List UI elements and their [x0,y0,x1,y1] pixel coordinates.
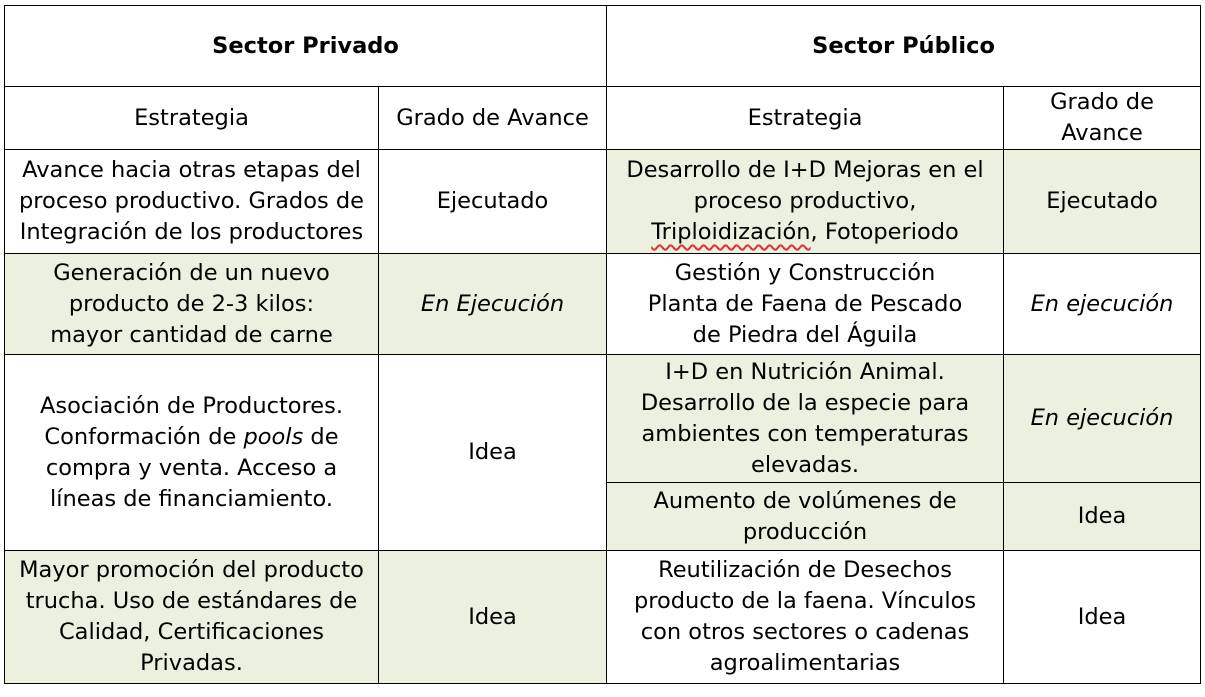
public-strategy-header: Estrategia [607,87,1004,150]
table-row [5,551,1201,684]
private-progress-cell: Ejecutado [379,150,607,254]
cell-line: trucha. Uso de estándares de [25,588,358,614]
cell-line: Integración de los productores [19,219,364,245]
public-strategy-cell [607,254,1004,355]
cell-line: Gestión y Construcción [674,259,936,286]
cell-line: Avance hacia otras etapas del [22,157,361,183]
public-strategy-cell [607,355,1004,483]
cell-line: Privadas. [140,650,243,676]
public-progress-cell: Idea [1004,551,1201,684]
cell-line: Generación de un nuevo [53,259,330,286]
cell-text: de [303,423,339,450]
table-row [5,254,1201,355]
public-progress-header-line: Avance [1061,120,1143,146]
cell-line: líneas de financiamiento. [49,485,334,512]
public-progress-cell: Ejecutado [1004,150,1201,254]
cell-line: compra y venta. Acceso a [45,454,338,481]
cell-line: producto de 2-3 kilos: [68,290,315,317]
cell-line: ambientes con temperaturas [641,420,969,447]
cell-line [613,217,997,248]
private-progress-cell: Idea [379,355,607,551]
spellcheck-flagged-word: Triploidización [651,219,811,245]
public-strategy-cell [607,483,1004,551]
public-sector-header: Sector Público [607,6,1201,87]
public-progress-cell: En ejecución [1004,254,1201,355]
private-sector-header: Sector Privado [5,6,607,87]
cell-line: I+D en Nutrición Animal. [665,358,945,385]
cell-line: Calidad, Certificaciones [58,619,325,645]
private-strategy-cell [5,150,379,254]
cell-text-italic: pools [243,423,304,450]
private-progress-cell: En Ejecución [379,254,607,355]
cell-line: Mayor promoción del producto [19,557,364,583]
table-header-row [5,6,1201,87]
table-row [5,355,1201,483]
cell-line: Desarrollo de I+D Mejoras en el [626,157,984,183]
strategy-table-container [4,5,1201,684]
cell-line [11,422,372,453]
public-progress-cell: En ejecución [1004,355,1201,483]
cell-line: agroalimentarias [709,650,901,676]
cell-line: de Piedra del Águila [692,321,918,348]
cell-line: producción [742,518,868,545]
cell-line: proceso productivo, [693,188,917,214]
cell-line: Asociación de Productores. [39,392,344,419]
cell-line: Desarrollo de la especie para [640,389,970,416]
cell-line: elevadas. [751,451,860,478]
cell-line: mayor cantidad de carne [50,321,333,348]
cell-line: con otros sectores o cadenas [640,619,970,645]
table-row [5,150,1201,254]
private-strategy-cell [5,355,379,551]
public-progress-header-line: Grado de [1050,89,1154,115]
private-strategy-cell [5,551,379,684]
cell-line: proceso productivo. Grados de [19,188,364,214]
cell-line: Reutilización de Desechos [658,557,952,583]
cell-text: Conformación de [44,423,244,450]
public-strategy-cell [607,551,1004,684]
private-strategy-header: Estrategia [5,87,379,150]
private-strategy-cell [5,254,379,355]
cell-line: producto de la faena. Vínculos [633,588,977,614]
public-progress-header [1004,87,1201,150]
private-progress-header: Grado de Avance [379,87,607,150]
table-subheader-row [5,87,1201,150]
public-progress-cell: Idea [1004,483,1201,551]
private-progress-cell: Idea [379,551,607,684]
cell-line: Planta de Faena de Pescado [647,290,963,317]
cell-text: , Fotoperiodo [810,219,959,245]
strategy-table [4,5,1201,684]
public-strategy-cell [607,150,1004,254]
cell-line: Aumento de volúmenes de [653,487,957,514]
